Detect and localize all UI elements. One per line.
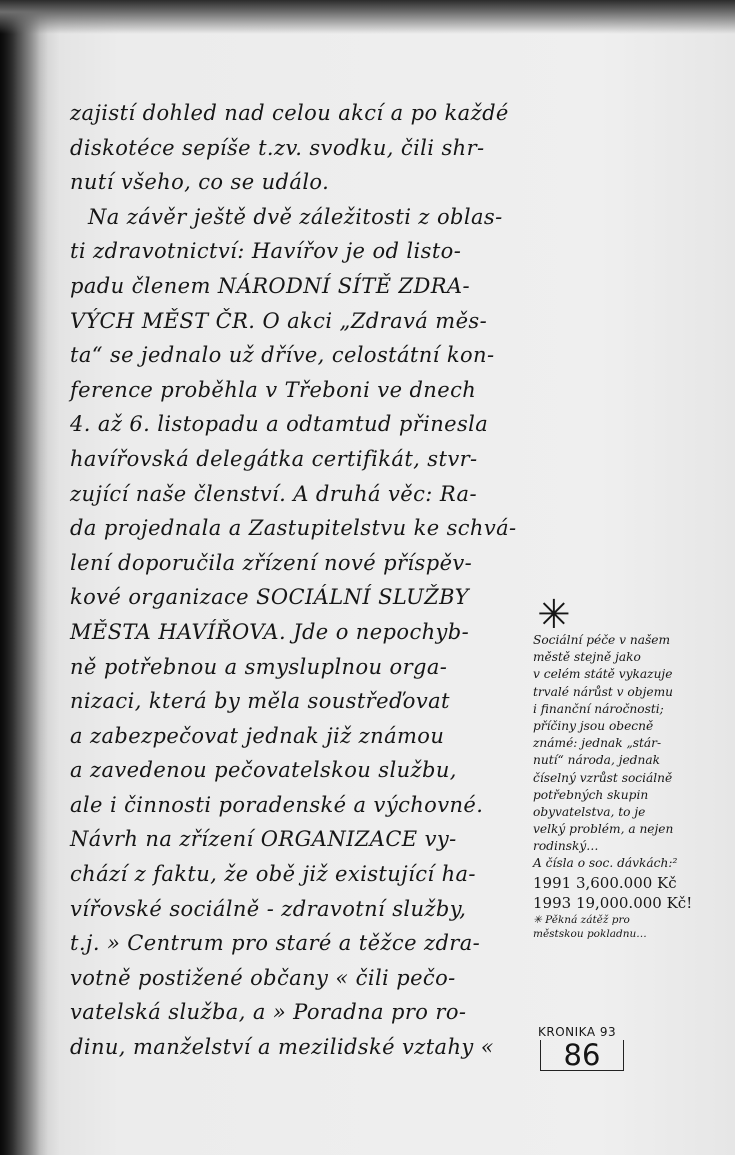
text-line: ale i činnosti poradenské a výchovné. bbox=[70, 792, 484, 817]
text-line: ně potřebnou a smysluplnou orga- bbox=[70, 654, 448, 679]
margin-note bbox=[533, 592, 728, 941]
note-line: v celém státě vykazuje bbox=[533, 667, 673, 682]
text-line: kové organizace SOCIÁLNÍ SLUŽBY bbox=[70, 585, 469, 610]
page-top-edge bbox=[0, 0, 735, 34]
text-line: ference proběhla v Třeboni ve dnech bbox=[70, 377, 477, 402]
text-line: a zabezpečovat jednak již známou bbox=[70, 723, 445, 748]
text-line: 4. až 6. listopadu a odtamtud přinesla bbox=[70, 412, 489, 437]
text-line: vatelská služba, a » Poradna pro ro- bbox=[70, 1000, 467, 1025]
page-number: 86 bbox=[540, 1040, 624, 1071]
text-line: zajistí dohled nad celou akcí a po každé bbox=[70, 101, 509, 125]
binding-shadow bbox=[0, 0, 48, 1155]
text-line: nizaci, která by měla soustřeďovat bbox=[70, 689, 450, 714]
note-line: příčiny jsou obecně bbox=[533, 718, 654, 733]
text-line: dinu, manželství a mezilidské vztahy « bbox=[70, 1035, 494, 1060]
text-line: lení doporučila zřízení nové příspěv- bbox=[70, 550, 473, 575]
text-line: chází z faktu, že obě již existující ha- bbox=[70, 862, 476, 887]
note-line: městě stejně jako bbox=[533, 650, 641, 665]
note-line: trvalé nárůst v objemu bbox=[533, 684, 673, 699]
note-footer-line: městskou pokladnu… bbox=[533, 927, 647, 940]
note-line: známé: jednak „stár- bbox=[533, 736, 662, 751]
text-line: nutí všeho, co se událo. bbox=[70, 170, 330, 195]
note-line: rodinský… bbox=[533, 839, 599, 854]
text-line: diskotéce sepíše t.zv. svodku, čili shr- bbox=[70, 135, 485, 160]
figure-1991: 1991 3,600.000 Kč bbox=[533, 873, 677, 892]
text-line: votně postižené občany « čili pečo- bbox=[70, 965, 456, 990]
text-line: havířovská delegátka certifikát, stvr- bbox=[70, 446, 478, 471]
text-line: padu členem NÁRODNÍ SÍTĚ ZDRA- bbox=[70, 273, 470, 298]
note-line: nutí“ národa, jednak bbox=[533, 753, 660, 768]
note-line: velký problém, a nejen bbox=[533, 822, 674, 837]
handwritten-main-text bbox=[70, 96, 525, 1065]
text-line: da projednala a Zastupitelstvu ke schvá- bbox=[70, 516, 517, 541]
text-line: zující naše členství. A druhá věc: Ra- bbox=[70, 481, 477, 506]
text-line: VÝCH MĚST ČR. O akci „Zdravá měs- bbox=[70, 308, 488, 333]
text-line: vířovské sociálně - zdravotní služby, bbox=[70, 896, 467, 921]
text-line: Návrh na zřízení ORGANIZACE vy- bbox=[70, 827, 457, 852]
text-line: ta“ se jednalo už dříve, celostátní kon- bbox=[70, 343, 495, 368]
figure-1993: 1993 19,000.000 Kč! bbox=[533, 893, 693, 912]
note-footer-line: ✳ Pěkná zátěž pro bbox=[533, 913, 630, 926]
asterisk-icon: ✳ bbox=[537, 592, 571, 638]
text-line: MĚSTA HAVÍŘOVA. Jde o nepochyb- bbox=[70, 619, 470, 644]
note-line: číselný vzrůst sociálně bbox=[533, 770, 673, 785]
note-line: Sociální péče v našem bbox=[533, 633, 671, 647]
text-line: t.j. » Centrum pro staré a těžce zdra- bbox=[70, 931, 481, 956]
note-line: i finanční náročnosti; bbox=[533, 701, 664, 716]
text-line: a zavedenou pečovatelskou službu, bbox=[70, 758, 457, 783]
note-line: potřebných skupin bbox=[533, 787, 649, 802]
text-line: Na závěr ještě dvě záležitosti z oblas- bbox=[88, 204, 503, 229]
note-line: obyvatelstva, to je bbox=[533, 804, 646, 819]
chronicle-label: KRONIKA 93 bbox=[538, 1025, 617, 1039]
note-line: A čísla o soc. dávkách:² bbox=[533, 856, 678, 871]
text-line: ti zdravotnictví: Havířov je od listo- bbox=[70, 239, 462, 264]
